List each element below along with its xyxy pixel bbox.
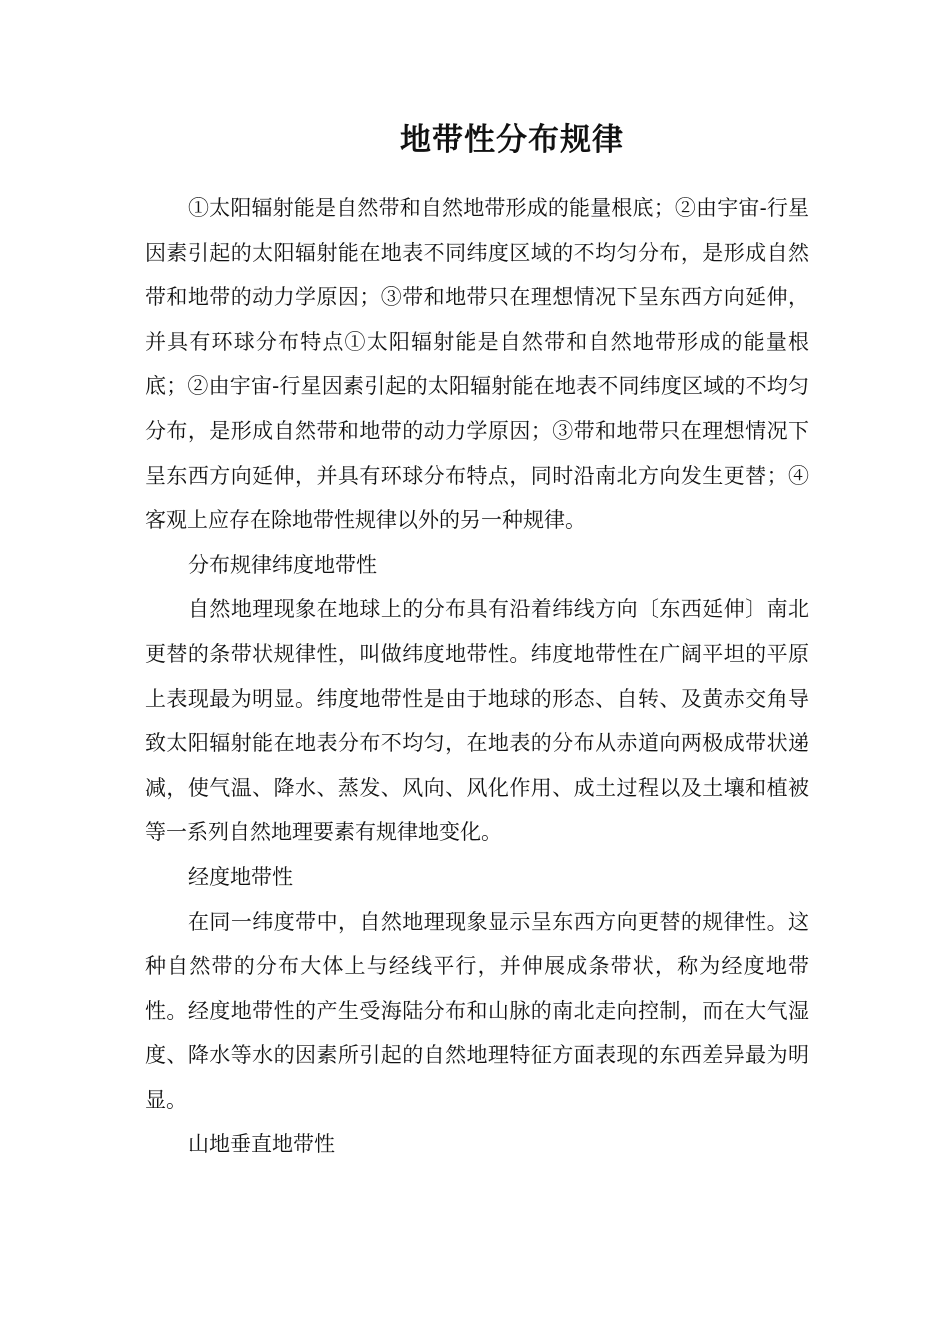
document-page [145,112,809,1167]
paragraph-longitude-zonality: 在同一纬度带中，自然地理现象显示呈东西方向更替的规律性。这种自然带的分布大体上与经线平行，并伸展成条带状，称为经度地带性。经度地带性的产生受海陆分布和山脉的南北走向控制，而在大气湿度、降水等水的因素所引起的自然地理特征方面表现的东西差异最为明显。 [145,909,809,1112]
heading-latitude-zonality: 分布规律纬度地带性 [188,552,377,577]
document-title: 地带性分布规律 [400,122,624,158]
paragraph-latitude-zonality: 自然地理现象在地球上的分布具有沿着纬线方向〔东西延伸〕南北更替的条带状规律性，叫做纬度地带性。纬度地带性在广阔平坦的平原上表现最为明显。纬度地带性是由于地球的形态、自转、及黄赤交角导致太阳辐射能在地表分布不均匀，在地表的分布从赤道向两极成带状递减，使气温、降水、蒸发、风向、风化作用、成土过程以及土壤和植被等一系列自然地理要素有规律地变化。 [145,597,809,845]
heading-vertical-zonality: 山地垂直地带性 [188,1132,335,1157]
heading-longitude-zonality: 经度地带性 [188,864,293,889]
paragraph-intro: ①太阳辐射能是自然带和自然地带形成的能量根底；②由宇宙-行星因素引起的太阳辐射能在地表不同纬度区域的不均匀分布，是形成自然带和地带的动力学原因；③带和地带只在理想情况下呈东西方向延伸，并具有环球分布特点①太阳辐射能是自然带和自然地带形成的能量根底；②由宇宙-行星因素引起的太阳辐射能在地表不同纬度区域的不均匀分布，是形成自然带和地带的动力学原因；③带和地带只在理想情况下呈东西方向延伸，并具有环球分布特点，同时沿南北方向发生更替；④客观上应存在除地带性规律以外的另一种规律。 [145,196,809,533]
